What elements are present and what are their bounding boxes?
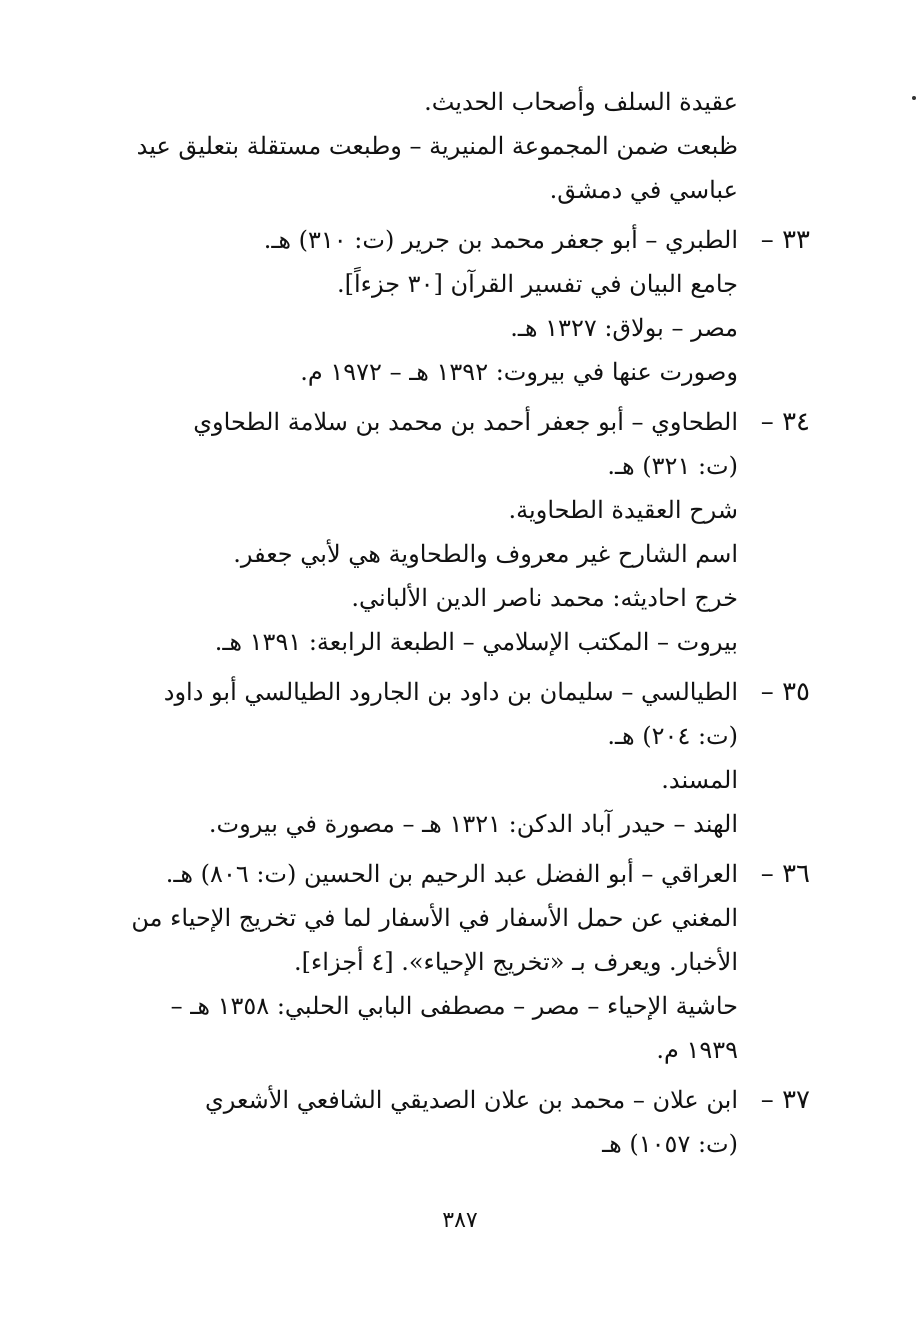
- text-line: عباسي في دمشق.: [549, 176, 738, 204]
- text-line: (ت: ٢٠٤) هـ.: [607, 722, 738, 750]
- entry-number: ٣٧ –: [760, 1085, 810, 1115]
- text-line: الطيالسي – سليمان بن داود بن الجارود الطيالسي أبو داود: [163, 678, 738, 706]
- entry-number: ٣٤ –: [760, 407, 810, 437]
- text-line: المغني عن حمل الأسفار في الأسفار لما في تخريج الإحياء من: [131, 904, 738, 932]
- text-line: (ت: ١٠٥٧) هـ: [602, 1130, 738, 1158]
- text-line: مصر – بولاق: ١٣٢٧ هـ.: [510, 314, 738, 342]
- entry-35: [128, 670, 810, 846]
- entry-number: ٣٦ –: [760, 859, 810, 889]
- text-line: الهند – حيدر آباد الدكن: ١٣٢١ هـ – مصورة في بيروت.: [208, 810, 738, 838]
- text-line: (ت: ٣٢١) هـ.: [607, 452, 738, 480]
- entry-number: ٣٣ –: [760, 225, 810, 255]
- text-line: ظبعت ضمن المجموعة المنيرية – وطبعت مستقلة بتعليق عيد: [136, 132, 738, 160]
- page-number: ٣٨٧: [442, 1208, 478, 1233]
- text-line: عقيدة السلف وأصحاب الحديث.: [424, 88, 738, 116]
- text-line: الطحاوي – أبو جعفر أحمد بن محمد بن سلامة الطحاوي: [193, 408, 738, 436]
- text-line: ١٩٣٩ م.: [656, 1036, 738, 1064]
- entry-34: [128, 400, 810, 664]
- entry-37: [128, 1078, 810, 1166]
- intro-continuation: [128, 80, 810, 212]
- entry-36: [128, 852, 810, 1072]
- text-line: الأخبار. ويعرف بـ «تخريج الإحياء». [٤ أجزاء].: [294, 948, 738, 976]
- text-line: وصورت عنها في بيروت: ١٣٩٢ هـ – ١٩٧٢ م.: [300, 358, 738, 386]
- text-line: اسم الشارح غير معروف والطحاوية هي لأبي جعفر.: [233, 540, 738, 568]
- text-line: ابن علان – محمد بن علان الصديقي الشافعي الأشعري: [205, 1086, 738, 1114]
- text-line: شرح العقيدة الطحاوية.: [508, 496, 738, 524]
- text-line: العراقي – أبو الفضل عبد الرحيم بن الحسين (ت: ٨٠٦) هـ.: [165, 860, 738, 888]
- entry-33: [128, 218, 810, 394]
- scan-speck: [912, 96, 916, 100]
- text-line: المسند.: [661, 766, 738, 794]
- text-line: جامع البيان في تفسير القرآن [٣٠ جزءاً].: [337, 270, 738, 298]
- text-line: الطبري – أبو جعفر محمد بن جرير (ت: ٣١٠) هـ.: [263, 226, 738, 254]
- entry-number: ٣٥ –: [760, 677, 810, 707]
- bibliography-list: [128, 80, 810, 1166]
- text-line: بيروت – المكتب الإسلامي – الطبعة الرابعة: ١٣٩١ هـ.: [214, 628, 738, 656]
- text-line: حاشية الإحياء – مصر – مصطفى البابي الحلبي: ١٣٥٨ هـ –: [170, 992, 738, 1020]
- text-line: خرج احاديثه: محمد ناصر الدين الألباني.: [351, 584, 738, 612]
